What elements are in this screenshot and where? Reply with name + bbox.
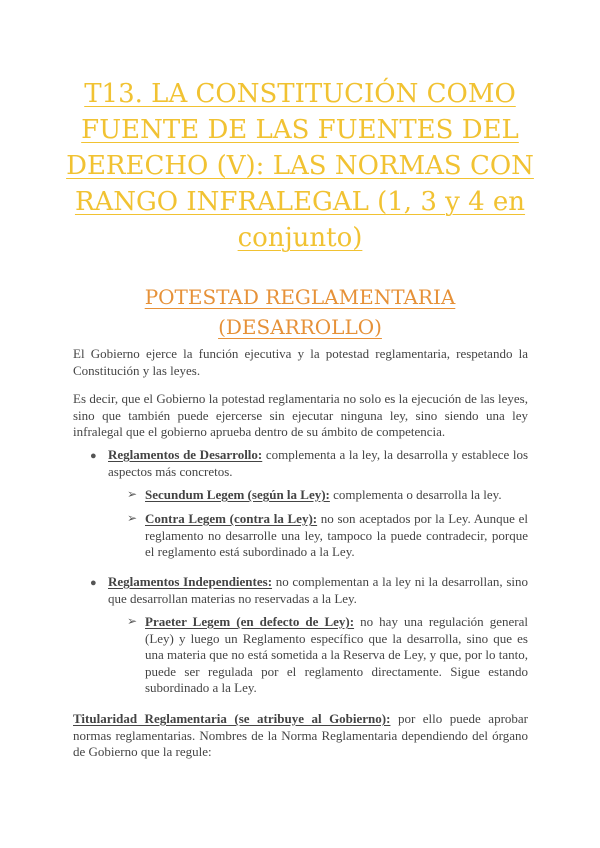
term-reglamentos-desarrollo: Reglamentos de Desarrollo: [108,447,263,462]
bullet-icon: ● [90,577,97,589]
paragraph-intro: El Gobierno ejerce la función ejecutiva y la potestad reglamentaria, respetando la Constitución y las leyes. [73,346,528,378]
arrow-icon: ➢ [127,487,138,501]
section-heading: POTESTAD REGLAMENTARIA (DESARROLLO) [144,285,456,339]
term-titularidad: Titularidad Reglamentaria (se atribuye al Gobierno): [73,711,391,726]
list-item-reglamentos-desarrollo [108,447,528,480]
arrow-icon: ➢ [127,511,138,525]
sub-item-text: complementa o desarrolla la ley. [329,487,502,502]
term-secundum-legem: Secundum Legem (según la Ley): [145,487,330,502]
paragraph-titularidad [73,711,528,761]
paragraph-explanation: Es decir, que el Gobierno la potestad reglamentaria no solo es la ejecución de las leyes, sino que también puede ejercerse sin ejecutar ninguna ley, sino siendo una ley infralegal que el gobierno aprueba dentro de su ámbito de competencia. [73,391,528,439]
bullet-icon: ● [90,450,97,462]
sub-item-text: no hay una regulación general (Ley) y luego un Reglamento específico que la desarrolla, sino que es una materia que no está sometida a la Reserva de Ley, y que, por lo tanto, puede ser regulada por el reglamento directamente. Sigue estando subordinado a la Ley. [145,614,528,695]
paragraph-text: por ello puede aprobar normas reglamentarias. Nombres de la Norma Reglamentaria dependiendo del órgano de Gobierno que la regule: [73,711,529,759]
term-contra-legem: Contra Legem (contra la Ley): [145,511,318,526]
document-title: T13. LA CONSTITUCIÓN COMO FUENTE DE LAS FUENTES DEL DERECHO (V): LAS NORMAS CON RANGO INFRALEGAL (1, 3 y 4 en conjunto) [66,79,534,253]
sub-item-praeter-legem [145,614,528,697]
list-item-text: no complementan a la ley ni la desarrollan, sino que desarrollan materias no reservadas a la Ley. [108,574,528,606]
term-reglamentos-independientes: Reglamentos Independientes: [108,574,273,589]
list-item-reglamentos-independientes [108,574,528,607]
sub-item-contra-legem [145,511,528,561]
term-praeter-legem: Praeter Legem (en defecto de Ley): [145,614,355,629]
sub-item-text: no son aceptados por la Ley. Aunque el reglamento no desarrolle una ley, tampoco la puede contradecir, porque el reglamento está subordinado a la Ley. [145,511,528,559]
sub-item-secundum-legem [145,487,528,504]
arrow-icon: ➢ [127,614,138,628]
list-item-text: complementa a la ley, la desarrolla y establece los aspectos más concretos. [108,447,528,479]
